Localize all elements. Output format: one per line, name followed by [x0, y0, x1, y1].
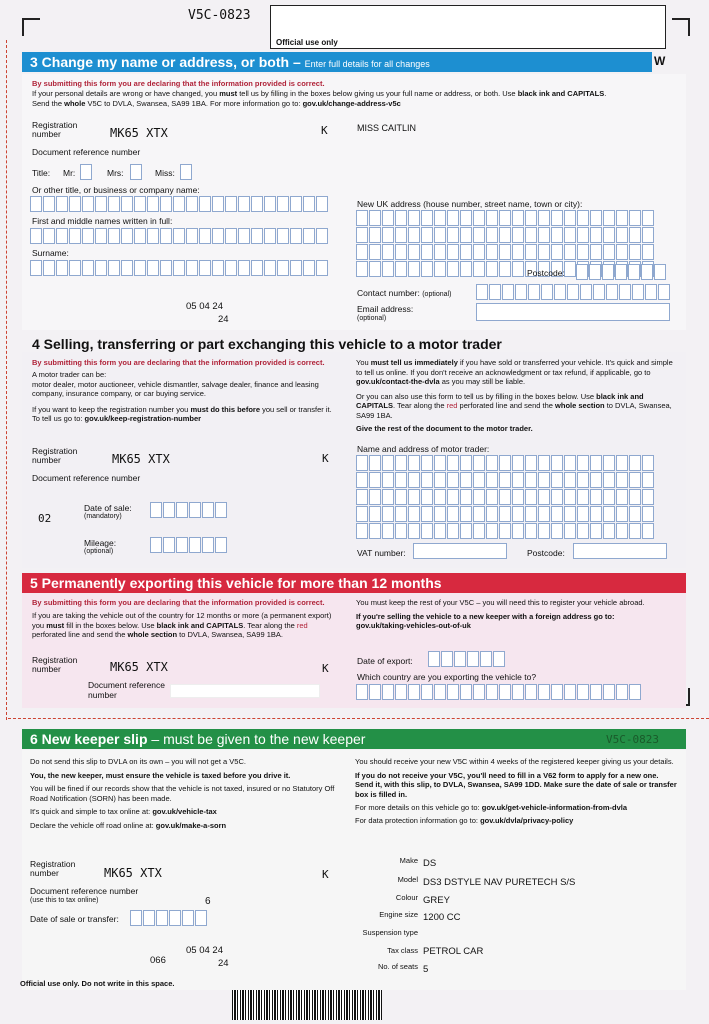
- reg-number-label: Registration number: [30, 859, 76, 878]
- doc-ref-input[interactable]: [170, 684, 320, 698]
- other-title-input[interactable]: [30, 196, 328, 212]
- corner-mark: [22, 18, 40, 36]
- first-names-label: First and middle names written in full:: [32, 216, 173, 226]
- engine-value: 1200 CC: [423, 912, 461, 923]
- section-6-code: 066: [150, 955, 166, 966]
- reg-number-value: MK65 XTX: [110, 126, 168, 140]
- country-input[interactable]: [356, 684, 641, 700]
- postcode-label: Postcode:: [527, 268, 565, 278]
- section-3-date-line2: 24: [218, 314, 229, 325]
- mileage-label: Mileage:: [84, 538, 117, 548]
- contact-number-input[interactable]: [476, 284, 670, 300]
- trader-name-input[interactable]: [356, 455, 654, 539]
- doc-ref-value: 6: [205, 896, 211, 907]
- reg-number-value: MK65 XTX: [110, 660, 168, 674]
- tax-class-label: Tax class: [387, 946, 418, 955]
- reg-number-value: MK65 XTX: [112, 452, 170, 466]
- keeper-name-value: MISS CAITLIN: [357, 123, 417, 133]
- section-6-date-line2: 24: [218, 958, 229, 969]
- reg-number-label: Registration number: [32, 655, 78, 674]
- corner-mark: [672, 18, 690, 36]
- date-of-sale-label: Date of sale:: [84, 503, 132, 513]
- postcode-label: Postcode:: [527, 548, 565, 558]
- surname-label: Surname:: [32, 248, 69, 258]
- postcode-input[interactable]: [576, 264, 666, 280]
- reg-k: K: [322, 452, 329, 465]
- contact-number-label: Contact number: (optional): [357, 288, 452, 298]
- reg-k: K: [322, 662, 329, 675]
- section-6-left-text: Do not send this slip to DVLA on its own – you will not get a V5C. You, the new keeper, must ensure the vehicle is taxed before you drive it. You will be fined if our records show that the vehicle is not taxed, insured or no Statutory Off Road Notification (SORN) has been made. It's quick and simple to tax online at: gov.uk/vehicle-tax Declare the vehicle off road online at: gov.uk/make-a-sorn: [30, 757, 335, 830]
- section-4-right-text: You must tell us immediately if you have sold or transferred your vehicle. It's quick and simple to tell us online. If you don't receive an acknowledgment or tax refund, if applicable, go to gov.uk/contact-the-dvla as you may still be liable. Or you can also use this form to tell us by filling in the boxes below. Use black ink and CAPITALS. Tear along the red perforated line and send the whole section to DVLA, Swansea, SA99 1BA. Give the rest of the document to the motor trader.: [356, 358, 673, 433]
- date-of-sale-input[interactable]: [150, 502, 227, 518]
- official-use-footer: Official use only. Do not write in this space.: [20, 979, 175, 988]
- doc-ref-label: Document reference number: [30, 886, 139, 896]
- make-label: Make: [399, 856, 418, 865]
- section-3-header: [22, 52, 652, 72]
- section-5-title: 5 Permanently exporting this vehicle for more than 12 months: [30, 575, 442, 591]
- make-value: DS: [423, 858, 437, 869]
- section-3-declaration: By submitting this form you are declaring that the information provided is correct.: [32, 79, 325, 88]
- section-3-subtitle: Enter full details for all changes: [304, 59, 430, 69]
- seats-label: No. of seats: [377, 962, 418, 971]
- trader-name-label: Name and address of motor trader:: [357, 444, 490, 454]
- section-4-left-text: A motor trader can be: motor dealer, motor auctioneer, vehicle dismantler, salvage dealer, finance and leasing company, insurance company, or car buying service. If you want to keep the registration number you must do this before you sell or transfer it. To tell us go to: gov.uk/keep-registration-number: [32, 370, 332, 423]
- seats-value: 5: [423, 964, 429, 975]
- mileage-input[interactable]: [150, 537, 227, 553]
- document-ref: V5C-0823: [188, 8, 251, 23]
- vat-label: VAT number:: [357, 548, 406, 558]
- section-6-title: 6 New keeper slip: [30, 731, 148, 747]
- date-of-export-input[interactable]: [428, 651, 505, 667]
- mr-checkbox[interactable]: [80, 164, 92, 180]
- postcode-input[interactable]: [573, 543, 667, 559]
- section-5-header: [22, 573, 686, 593]
- section-6-date-line1: 05 04 24: [186, 945, 223, 956]
- mileage-optional: (optional): [84, 548, 114, 555]
- section-4-declaration: By submitting this form you are declaring that the information provided is correct.: [32, 358, 325, 367]
- date-of-export-label: Date of export:: [357, 656, 413, 666]
- reg-number-label: Registration number: [32, 446, 78, 465]
- mrs-label: Mrs:: [107, 168, 124, 178]
- model-value: DS3 DSTYLE NAV PURETECH S/S: [423, 877, 576, 888]
- date-of-sale-label: Date of sale or transfer:: [30, 914, 119, 924]
- section-6-header: [22, 729, 686, 749]
- reg-number-label: Registration number: [32, 120, 78, 139]
- date-of-sale-value: 02: [38, 512, 52, 525]
- reg-number-value: MK65 XTX: [104, 866, 162, 880]
- new-address-label: New UK address (house number, street name, town or city):: [357, 199, 583, 209]
- reg-k: K: [321, 124, 328, 137]
- w-mark: W: [654, 54, 666, 68]
- email-label: Email address:: [357, 304, 414, 314]
- perforation-horizontal: [8, 718, 709, 719]
- official-use-label: Official use only: [276, 38, 338, 47]
- section-5-left-text: If you are taking the vehicle out of the country for 12 months or more (a permanent export) you must fill in the boxes below. Use black ink and CAPITALS. Tear along the red perforated line and send the whole section to DVLA, Swansea, SA99 1BA.: [32, 611, 332, 639]
- mrs-checkbox[interactable]: [130, 164, 142, 180]
- section-3-date-line1: 05 04 24: [186, 301, 223, 312]
- section-6-title-b: – must be given to the new keeper: [147, 731, 366, 747]
- doc-ref-label: Document reference number: [32, 147, 141, 157]
- other-title-label: Or other title, or business or company name:: [32, 185, 200, 195]
- model-label: Model: [397, 875, 418, 884]
- section-6-ref: V5C-0823: [606, 733, 659, 746]
- reg-k: K: [322, 868, 329, 881]
- doc-ref-label: Document reference number: [88, 680, 166, 700]
- section-5-declaration: By submitting this form you are declaring that the information provided is correct.: [32, 598, 325, 607]
- colour-label: Colour: [395, 893, 418, 902]
- date-of-sale-input[interactable]: [130, 910, 207, 926]
- date-of-sale-mandatory: (mandatory): [84, 513, 122, 520]
- engine-label: Engine size: [379, 910, 418, 919]
- official-use-box: [270, 5, 666, 49]
- section-5-right-text: You must keep the rest of your V5C – you will need this to register your vehicle abroad. If you're selling the vehicle to a new keeper with a foreign address go to: gov.uk/taking-vehicles-out-of-uk: [356, 598, 645, 630]
- barcode: [232, 990, 382, 1020]
- suspension-label: Suspension type: [362, 928, 418, 937]
- section-3-instructions: If your personal details are wrong or have changed, you must tell us by filling in the boxes below giving us your full name or address, or both. Use black ink and CAPITALS. Send the whole V5C to DVLA, Swansea, SA99 1BA. For more information go to: gov.uk/change-address-v5c: [32, 89, 607, 108]
- section-6-right-text: You should receive your new V5C within 4 weeks of the registered keeper giving us your details. If you do not receive your V5C, you'll need to fill in a V62 form to apply for a new one. Send it, with this slip, to DVLA, Swansea, SA99 1DD. Make sure the date of sale or transfer box is filled in. For more details on this vehicle go to: gov.uk/get-vehicle-information-from-dvla For data protection information go to: gov.uk/dvla/privacy-policy: [355, 757, 677, 825]
- title-label: Title:: [32, 168, 51, 178]
- perforation-vertical: [6, 40, 7, 720]
- section-3-title: 3 Change my name or address, or both –: [30, 54, 301, 70]
- mr-label: Mr:: [63, 168, 76, 178]
- colour-value: GREY: [423, 895, 450, 906]
- country-label: Which country are you exporting the vehicle to?: [357, 672, 537, 682]
- doc-ref-label: Document reference number: [32, 473, 141, 483]
- email-optional: (optional): [357, 315, 387, 322]
- doc-ref-note: (use this to tax online): [30, 897, 99, 904]
- section-4-title: 4 Selling, transferring or part exchanging this vehicle to a motor trader: [32, 336, 502, 352]
- miss-checkbox[interactable]: [180, 164, 192, 180]
- surname-input[interactable]: [30, 260, 328, 276]
- miss-label: Miss:: [155, 168, 175, 178]
- email-input[interactable]: [476, 303, 670, 321]
- vat-input[interactable]: [413, 543, 507, 559]
- tax-class-value: PETROL CAR: [423, 946, 484, 957]
- first-names-input[interactable]: [30, 228, 328, 244]
